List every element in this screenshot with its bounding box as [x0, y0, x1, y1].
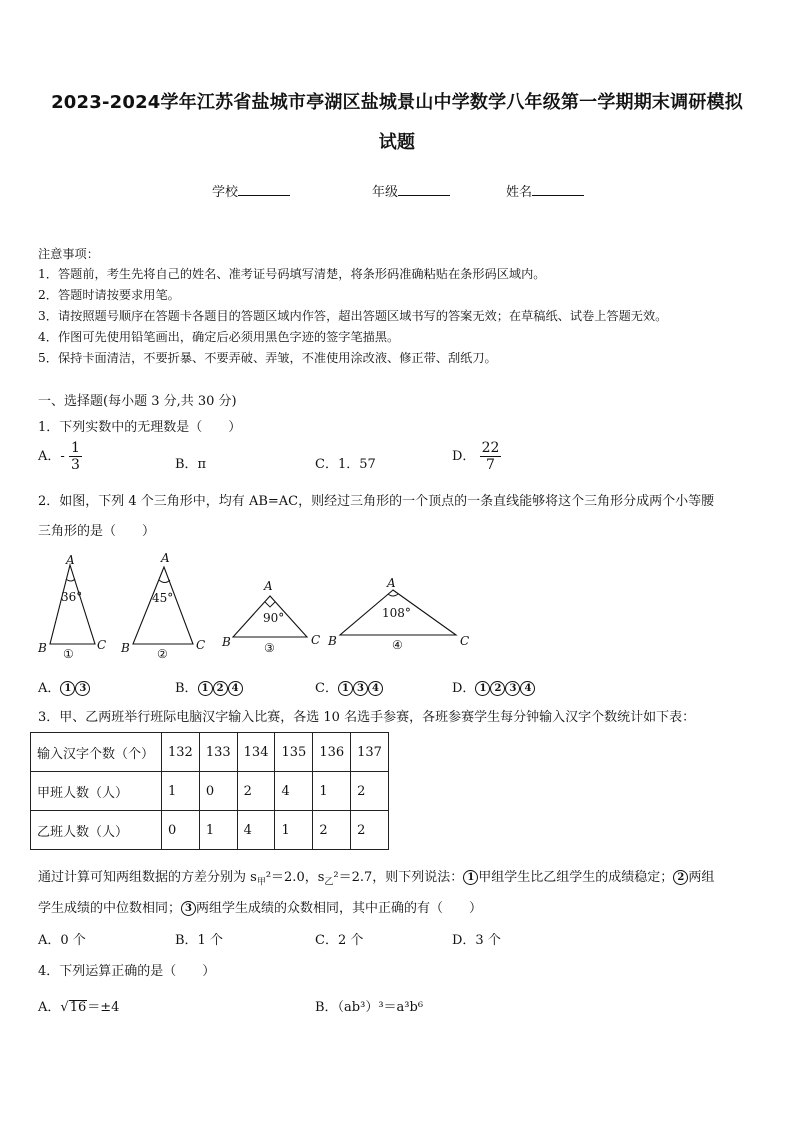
grade-field[interactable]: [372, 181, 450, 200]
school-label: 学校: [212, 185, 239, 200]
q3-option-b[interactable]: B．1 个: [175, 933, 223, 948]
notes-heading: 注意事项：: [38, 247, 99, 261]
table-cell: 132: [162, 733, 200, 772]
name-blank[interactable]: [532, 182, 584, 196]
circled-number: 1: [463, 870, 478, 885]
q1-d-fraction: [480, 440, 502, 473]
q3-text: 学生成绩的中位数相同；: [38, 901, 182, 916]
q3-sub: 甲: [256, 877, 266, 888]
circled-number: 4: [520, 681, 535, 696]
q3-sub: 乙: [324, 877, 334, 888]
circled-number: 2: [673, 870, 688, 885]
q3-option-c[interactable]: C．2 个: [315, 933, 364, 948]
circled-number: 1: [475, 681, 490, 696]
q3-text: 通过计算可知两组数据的方差分别为 s: [38, 870, 257, 885]
q3-option-a[interactable]: A．0 个: [38, 933, 86, 948]
q1-a-num: 1: [70, 440, 80, 456]
tri1-angle-label: 36°: [61, 590, 83, 604]
q1-a-fraction: [69, 440, 82, 473]
note-item: 5．保持卡面清洁，不要折暴、不要弄破、弄皱，不准使用涂改液、修正带、刮纸刀。: [38, 351, 497, 365]
angle-arc-2: [159, 580, 170, 583]
q1-d-label: D．: [452, 449, 476, 465]
table-cell: 134: [237, 733, 275, 772]
table-cell: 2: [351, 772, 389, 811]
tri3-left-label: B: [222, 635, 231, 649]
right-angle-mark: [265, 602, 275, 607]
page-title-line2: 试题: [378, 132, 416, 153]
q2-c-label: C．: [315, 681, 338, 696]
table-cell: 2: [351, 811, 389, 850]
q2-d-label: D．: [452, 681, 476, 696]
tri2-number: ②: [157, 647, 168, 661]
table-cell: 1: [199, 811, 237, 850]
table-row: [31, 733, 389, 772]
table-cell: 0: [199, 772, 237, 811]
tri2-right-label: C: [196, 638, 206, 652]
tri1-right-label: C: [97, 638, 107, 652]
tri1-left-label: B: [38, 641, 47, 655]
tri3-angle-label: 90°: [263, 611, 285, 625]
tri3-number: ③: [264, 641, 275, 655]
note-item: 4．作图可先使用铅笔画出，确定后必须用黑色字迹的签字笔描黑。: [38, 330, 400, 344]
q1-a-label: A．: [38, 449, 61, 465]
section-heading: 一、选择题(每小题 3 分,共 30 分): [38, 394, 237, 409]
tri3-right-label: C: [311, 633, 321, 647]
q2-stem-line2: 三角形的是（ ）: [38, 524, 156, 539]
triangle-1: [50, 565, 95, 644]
table-cell: 1: [162, 772, 200, 811]
table-cell: 0: [162, 811, 200, 850]
q2-option-a[interactable]: [38, 677, 90, 696]
circled-number: 1: [338, 681, 353, 696]
q4-a-label: A．: [38, 1000, 61, 1015]
table-cell: 乙班人数（人）: [31, 811, 162, 850]
table-cell: 135: [275, 733, 313, 772]
table-cell: 甲班人数（人）: [31, 772, 162, 811]
q2-option-c[interactable]: [315, 677, 383, 696]
page-title: 2023-2024学年江苏省盐城市亭湖区盐城景山中学数学八年级第一学期期末调研模拟: [51, 92, 743, 113]
q2-option-b[interactable]: [175, 677, 243, 696]
grade-blank[interactable]: [398, 182, 450, 196]
note-item: 1．答题前，考生先将自己的姓名、准考证号码填写清楚，将条形码准确粘贴在条形码区域内。: [38, 267, 546, 281]
tri1-apex-label: A: [66, 553, 75, 567]
angle-arc-4: [388, 594, 398, 596]
school-blank[interactable]: [238, 182, 290, 196]
q1-stem: 1．下列实数中的无理数是（ ）: [38, 420, 242, 435]
table-cell: 4: [237, 811, 275, 850]
circled-number: 2: [213, 681, 228, 696]
name-field[interactable]: [506, 181, 584, 200]
triangle-figures: [0, 545, 794, 665]
table-cell: 4: [275, 772, 313, 811]
tri4-number: ④: [392, 638, 403, 652]
tri2-apex-label: A: [161, 551, 170, 565]
q3-text: 两组学生成绩的众数相同，其中正确的有（ ）: [196, 901, 483, 916]
q3-text: 两组: [688, 870, 715, 885]
tri2-angle-label: 45°: [152, 591, 174, 605]
table-cell: 1: [275, 811, 313, 850]
q3-text-line2: [38, 897, 482, 916]
q2-stem: 2．如图，下列 4 个三角形中，均有 AB=AC，则经过三角形的一个顶点的一条直线能够将这个三角形分成两个小等腰: [38, 494, 715, 509]
q3-stem: 3．甲、乙两班举行班际电脑汉字输入比赛，各选 10 名选手参赛，各班参赛学生每分钟输入汉字个数统计如下表：: [38, 710, 696, 725]
q4-option-a[interactable]: [38, 996, 119, 1015]
q1-option-d[interactable]: [452, 440, 501, 473]
q4-a-radicand: 16: [69, 1000, 87, 1015]
table-cell: 2: [237, 772, 275, 811]
name-label: 姓名: [506, 185, 533, 200]
circled-number: 3: [181, 901, 196, 916]
score-table: [30, 732, 389, 850]
tri4-right-label: C: [460, 634, 470, 648]
q2-option-d[interactable]: [452, 677, 535, 696]
school-field[interactable]: [212, 181, 290, 200]
table-cell: 133: [199, 733, 237, 772]
tri4-left-label: B: [328, 634, 337, 648]
table-cell: 1: [313, 772, 351, 811]
sqrt-icon: √: [60, 1000, 69, 1015]
q4-a-rest: ＝±4: [87, 1000, 120, 1015]
q1-option-b[interactable]: B．π: [175, 457, 207, 472]
tri4-apex-label: A: [387, 576, 396, 590]
q3-option-d[interactable]: D．3 个: [452, 933, 501, 948]
q1-option-a[interactable]: [38, 440, 82, 473]
q1-a-den: 3: [70, 457, 80, 474]
circled-number: 1: [60, 681, 75, 696]
circled-number: 4: [368, 681, 383, 696]
q1-d-num: 22: [481, 440, 500, 456]
q3-text: ²＝2.0，s: [265, 870, 325, 885]
q2-b-label: B．: [175, 681, 198, 696]
grade-label: 年级: [372, 185, 399, 200]
table-cell: 136: [313, 733, 351, 772]
table-cell: 137: [351, 733, 389, 772]
q4-stem: 4．下列运算正确的是（ ）: [38, 964, 216, 979]
q1-a-sign: -: [60, 449, 65, 465]
tri1-number: ①: [63, 647, 74, 661]
circled-number: 3: [505, 681, 520, 696]
tri4-angle-label: 108°: [382, 606, 411, 620]
table-row: [31, 811, 389, 850]
q3-text: ²＝2.7，则下列说法：: [333, 870, 464, 885]
angle-arc-1: [66, 579, 75, 581]
note-item: 2．答题时请按要求用笔。: [38, 288, 180, 302]
tri3-apex-label: A: [264, 579, 273, 593]
circled-number: 3: [353, 681, 368, 696]
note-item: 3．请按照题号顺序在答题卡各题目的答题区域内作答，超出答题区域书写的答案无效；在草稿纸、试卷上答题无效。: [38, 309, 668, 323]
q2-a-label: A．: [38, 681, 61, 696]
circled-number: 1: [198, 681, 213, 696]
circled-number: 4: [228, 681, 243, 696]
table-row: [31, 772, 389, 811]
q3-text: 甲组学生比乙组学生的成绩稳定；: [478, 870, 674, 885]
table-cell: 2: [313, 811, 351, 850]
q1-option-c[interactable]: C．1．57: [315, 457, 376, 472]
circled-number: 3: [75, 681, 90, 696]
q1-d-den: 7: [486, 457, 495, 474]
q4-option-b[interactable]: B．（ab³）³＝a³b⁶: [315, 1000, 424, 1015]
circled-number: 2: [490, 681, 505, 696]
table-cell: 输入汉字个数（个）: [31, 733, 162, 772]
tri2-left-label: B: [121, 641, 130, 655]
triangle-2: [133, 567, 193, 644]
q3-text-line1: [38, 866, 714, 888]
